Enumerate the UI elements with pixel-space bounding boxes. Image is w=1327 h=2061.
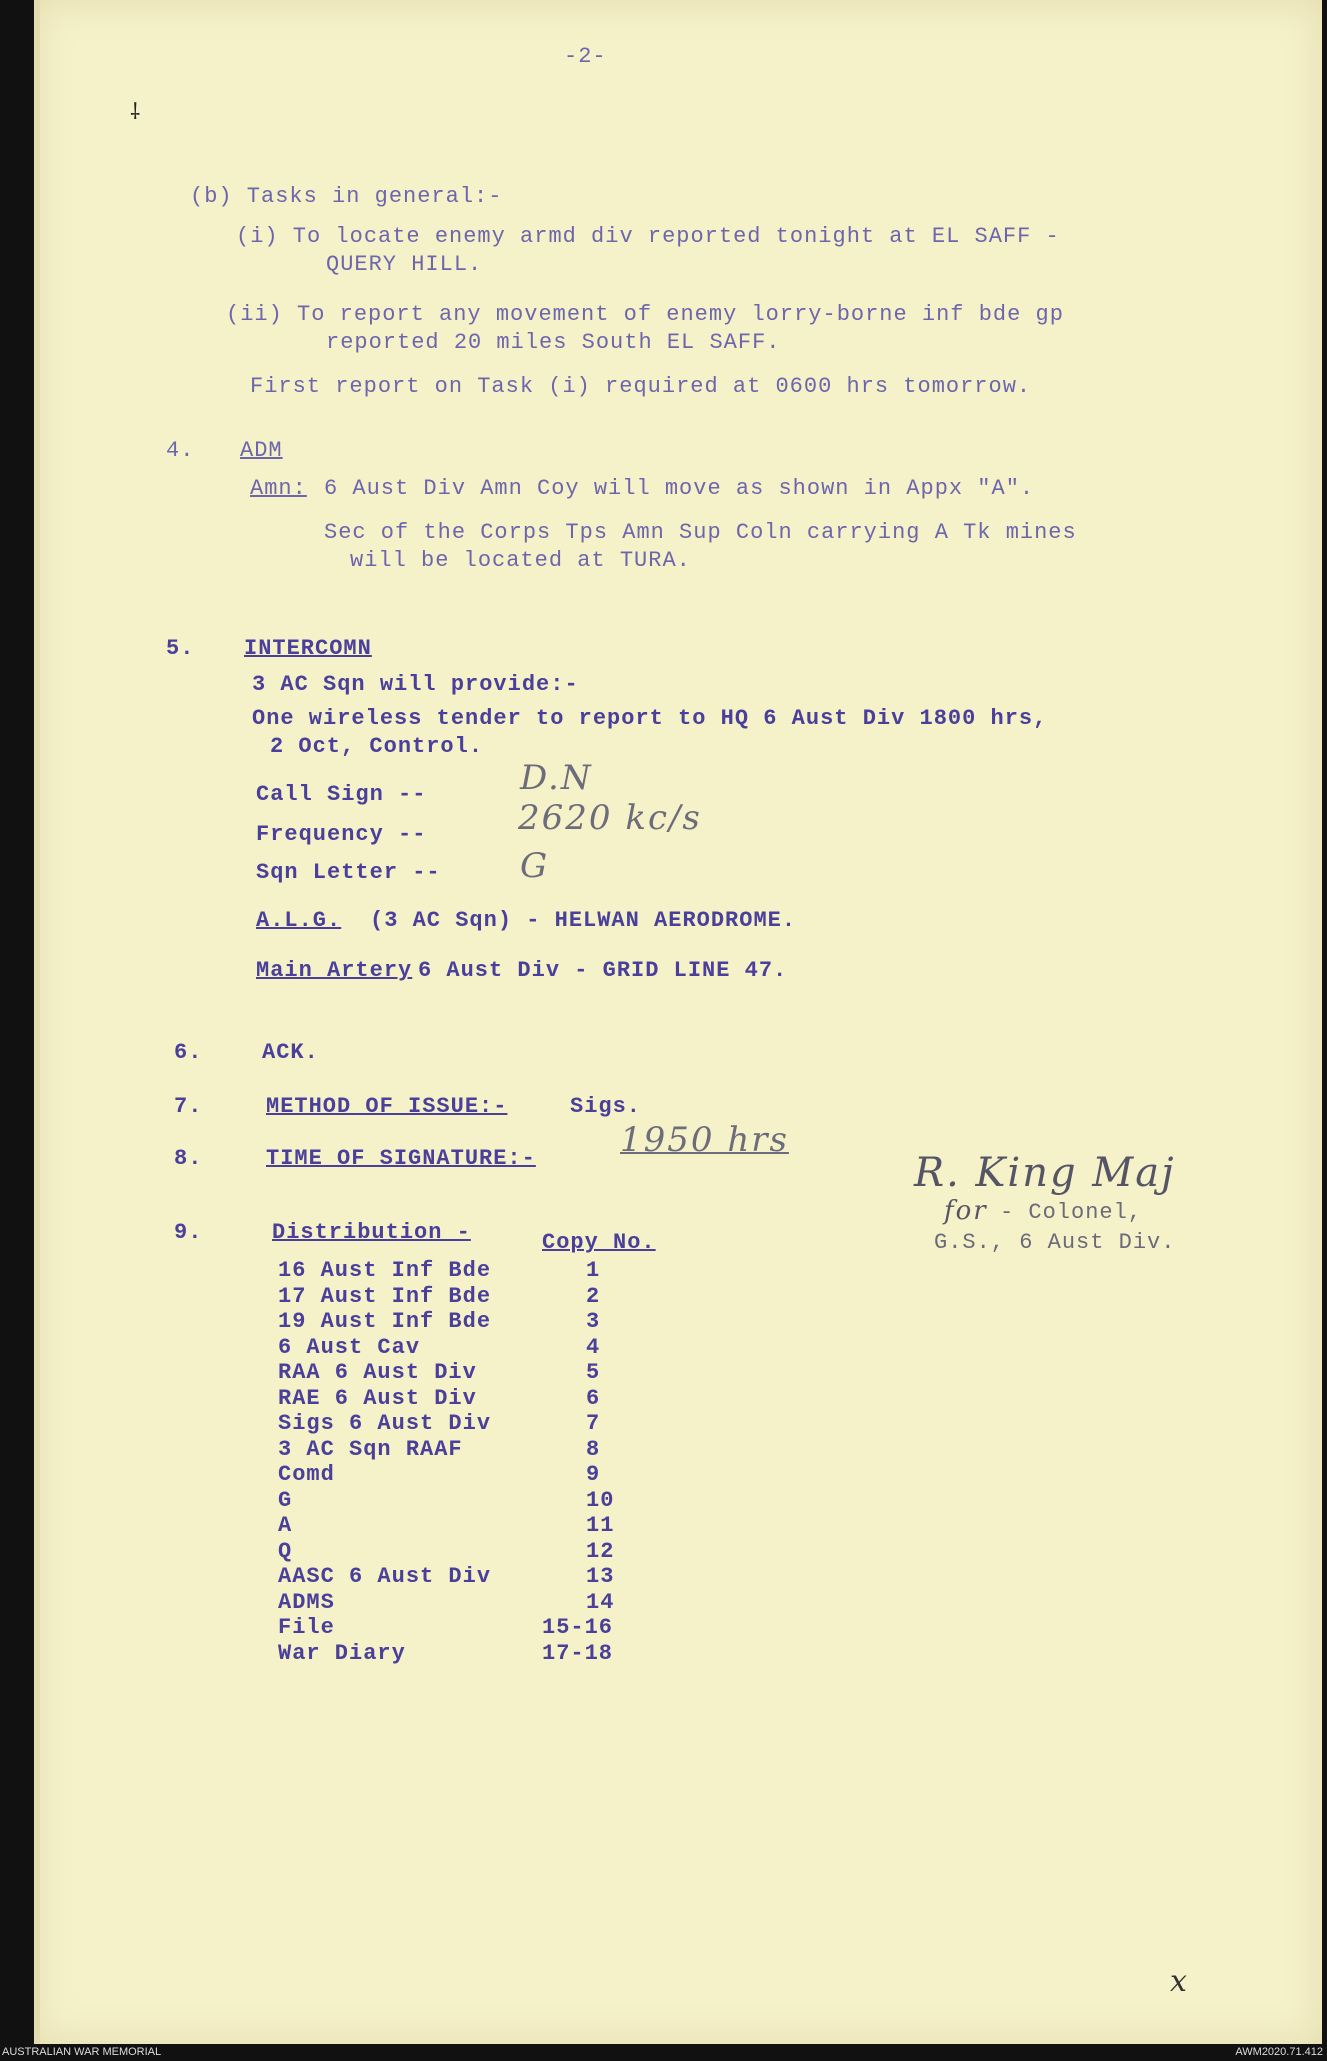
page-number: -2- <box>564 44 607 69</box>
distribution-unit: 16 Aust Inf Bde <box>278 1258 492 1283</box>
signature-time-value: 1950 hrs <box>620 1120 789 1160</box>
artery-label: Main Artery <box>256 958 413 983</box>
corner-mark: x <box>1170 1964 1189 1999</box>
document-page <box>34 0 1322 2044</box>
section9-number: 9. <box>174 1220 203 1245</box>
sec-line2: will be located at TURA. <box>350 548 691 573</box>
distribution-unit: War Diary <box>278 1641 406 1666</box>
section4-heading: ADM <box>240 438 283 463</box>
section7-text: Sigs. <box>570 1094 642 1119</box>
section5-heading: INTERCOMN <box>244 636 372 661</box>
sqn-letter-value: G <box>520 846 550 886</box>
distribution-copy-number: 11 <box>586 1513 615 1538</box>
alg-text: (3 AC Sqn) - HELWAN AERODROME. <box>370 908 797 933</box>
distribution-copy-number: 13 <box>586 1564 615 1589</box>
distribution-unit: ADMS <box>278 1590 335 1615</box>
distribution-copy-number: 6 <box>586 1386 601 1411</box>
frequency-value: 2620 kc/s <box>518 798 702 838</box>
call-sign-value: D.N <box>520 758 593 798</box>
distribution-copy-number: 14 <box>586 1590 615 1615</box>
margin-mark: ⸸ <box>130 101 141 126</box>
tender-line2: 2 Oct, Control. <box>270 734 484 759</box>
distribution-copy-number: 4 <box>586 1335 601 1360</box>
signature-for: for <box>944 1196 988 1226</box>
distribution-copy-number: 10 <box>586 1488 615 1513</box>
footer-institution: AUSTRALIAN WAR MEMORIAL <box>2 2046 162 2058</box>
distribution-copy-number: 3 <box>586 1309 601 1334</box>
section6-number: 6. <box>174 1040 203 1065</box>
distribution-unit: File <box>278 1615 335 1640</box>
distribution-copy-number: 17-18 <box>542 1641 614 1666</box>
tasks-heading: (b) Tasks in general:- <box>190 184 503 209</box>
section6-text: ACK. <box>262 1040 319 1065</box>
tender-line1: One wireless tender to report to HQ 6 Aust Div 1800 hrs, <box>252 706 1048 731</box>
distribution-copy-number: 5 <box>586 1360 601 1385</box>
sec-line1: Sec of the Corps Tps Amn Sup Coln carrying A Tk mines <box>324 520 1077 545</box>
distribution-copy-number: 8 <box>586 1437 601 1462</box>
frequency-label: Frequency -- <box>256 822 427 847</box>
signature-rank: - Colonel, <box>1000 1200 1143 1225</box>
distribution-unit: RAE 6 Aust Div <box>278 1386 477 1411</box>
call-sign-label: Call Sign -- <box>256 782 427 807</box>
section8-label: TIME OF SIGNATURE:- <box>266 1146 536 1171</box>
section7-label: METHOD OF ISSUE:- <box>266 1094 508 1119</box>
amn-label: Amn: <box>250 476 307 501</box>
distribution-heading: Distribution - <box>272 1220 471 1245</box>
distribution-copy-number: 1 <box>586 1258 601 1283</box>
artery-text: 6 Aust Div - GRID LINE 47. <box>418 958 788 983</box>
page-edge <box>34 0 40 2044</box>
section7-number: 7. <box>174 1094 203 1119</box>
copy-no-heading: Copy No. <box>542 1230 656 1255</box>
distribution-unit: A <box>278 1513 293 1538</box>
task-i-line2: QUERY HILL. <box>326 252 483 277</box>
distribution-unit: 17 Aust Inf Bde <box>278 1284 492 1309</box>
task-ii-line1: (ii) To report any movement of enemy lorry-borne inf bde gp <box>226 302 1064 327</box>
distribution-unit: Sigs 6 Aust Div <box>278 1411 492 1436</box>
distribution-copy-number: 9 <box>586 1462 601 1487</box>
distribution-copy-number: 15-16 <box>542 1615 614 1640</box>
sqn-letter-label: Sqn Letter -- <box>256 860 441 885</box>
signature-title: G.S., 6 Aust Div. <box>934 1230 1176 1255</box>
first-report: First report on Task (i) required at 0600 hrs tomorrow. <box>250 374 1032 399</box>
amn-text: 6 Aust Div Amn Coy will move as shown in Appx "A". <box>324 476 1035 501</box>
distribution-unit: 3 AC Sqn RAAF <box>278 1437 463 1462</box>
distribution-copy-number: 2 <box>586 1284 601 1309</box>
task-ii-line2: reported 20 miles South EL SAFF. <box>326 330 781 355</box>
signature-handwritten: R. King Maj <box>914 1150 1176 1196</box>
distribution-unit: Comd <box>278 1462 335 1487</box>
distribution-copy-number: 7 <box>586 1411 601 1436</box>
provide-text: 3 AC Sqn will provide:- <box>252 672 579 697</box>
alg-label: A.L.G. <box>256 908 342 933</box>
distribution-unit: 6 Aust Cav <box>278 1335 421 1360</box>
distribution-unit: Q <box>278 1539 293 1564</box>
distribution-unit: RAA 6 Aust Div <box>278 1360 477 1385</box>
distribution-unit: AASC 6 Aust Div <box>278 1564 492 1589</box>
section5-number: 5. <box>166 636 195 661</box>
section8-number: 8. <box>174 1146 203 1171</box>
task-i-line1: (i) To locate enemy armd div reported tonight at EL SAFF - <box>236 224 1060 249</box>
section4-number: 4. <box>166 438 195 463</box>
distribution-copy-number: 12 <box>586 1539 615 1564</box>
distribution-unit: 19 Aust Inf Bde <box>278 1309 492 1334</box>
footer-reference: AWM2020.71.412 <box>1235 2046 1323 2058</box>
distribution-unit: G <box>278 1488 293 1513</box>
